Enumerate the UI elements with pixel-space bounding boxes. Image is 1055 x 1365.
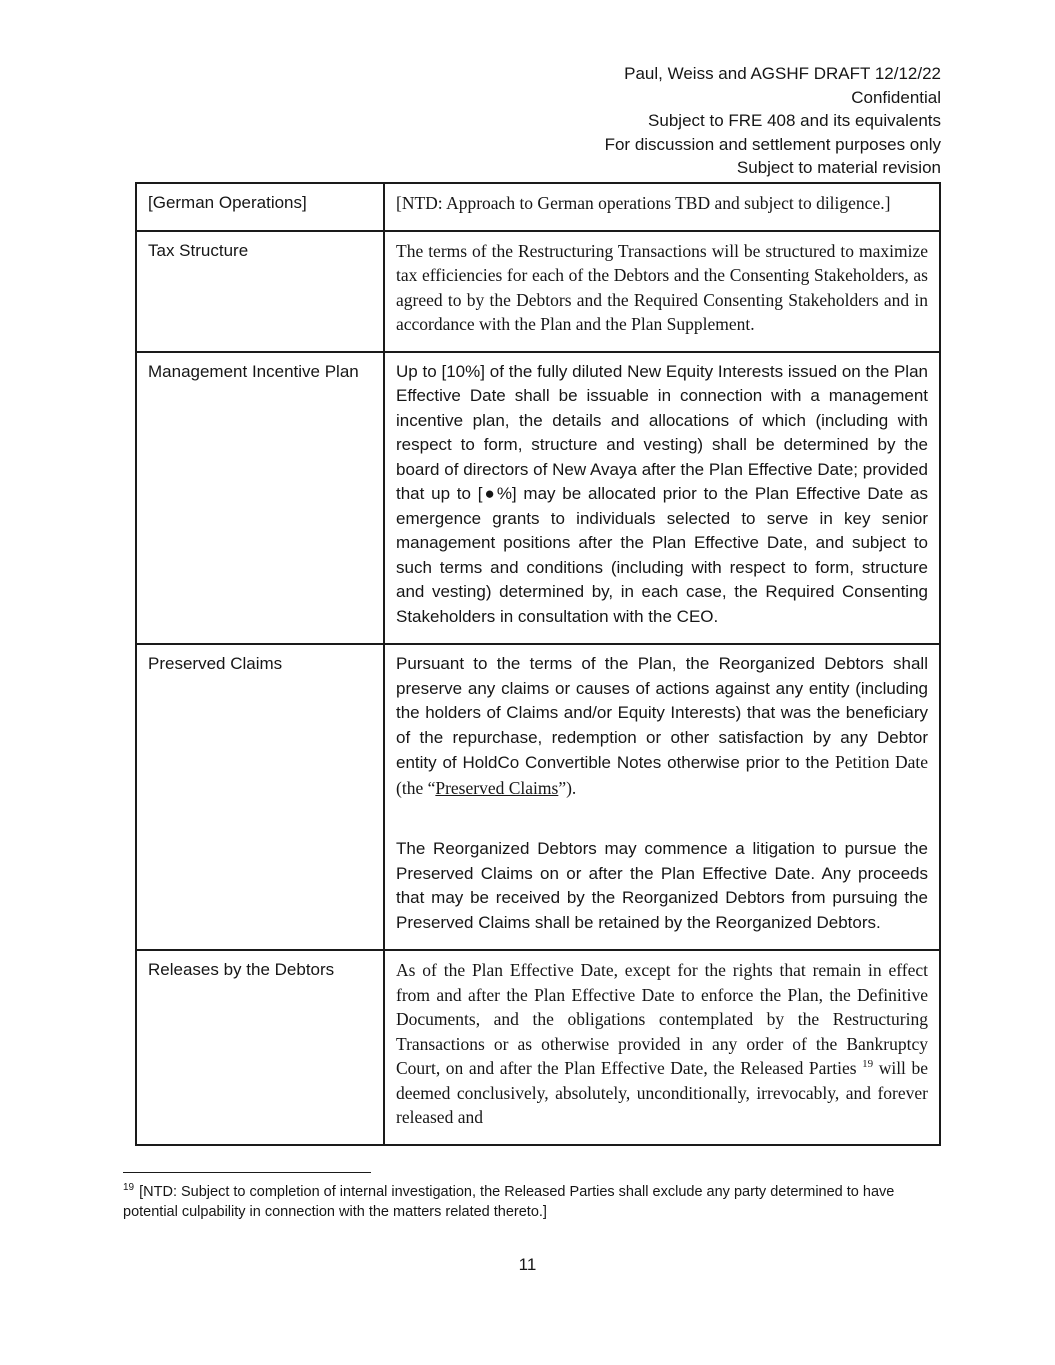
footnote-19-marker: 19 bbox=[123, 1182, 135, 1194]
page-number: 11 bbox=[518, 1255, 537, 1274]
table-row-tax-structure bbox=[136, 231, 940, 352]
footnote-separator-rule bbox=[123, 1172, 371, 1173]
preserved-claims-close-text: ”). bbox=[558, 777, 577, 798]
term-sheet-table bbox=[135, 182, 941, 1146]
preserved-claims-text: Pursuant to the terms of the Plan, the Reorganized Debtors shall preserve any claims or causes of actions against any entity (including the holders of Claims and/or Equity Interests) that was the beneficiary of the repurchase, redemption or other satisfaction by any Debtor entity of HoldCo Convertible Notes otherwise prior to the bbox=[396, 654, 928, 772]
row-body-preserved-claims bbox=[384, 644, 940, 950]
row-body-releases-by-debtors bbox=[384, 950, 940, 1145]
preserved-claims-paragraph-1 bbox=[396, 652, 928, 801]
preserved-claims-defined-term: Preserved Claims bbox=[435, 777, 559, 798]
table-row-german-operations bbox=[136, 183, 940, 231]
document-header bbox=[605, 62, 941, 180]
table-row-releases-by-debtors bbox=[136, 950, 940, 1145]
row-body-german-operations: [NTD: Approach to German operations TBD and subject to diligence.] bbox=[384, 183, 940, 231]
footnote-19 bbox=[123, 1182, 941, 1222]
row-label-tax-structure: Tax Structure bbox=[136, 231, 384, 352]
row-body-tax-structure: The terms of the Restructuring Transactions will be structured to maximize tax efficiencies for each of the Debtors and the Consenting Stakeholders, as agreed to by the Debtors and the Required Consenting Stakeholders and in accordance with the Plan and the Plan Supplement. bbox=[384, 231, 940, 352]
row-label-releases-by-debtors: Releases by the Debtors bbox=[136, 950, 384, 1145]
petition-date-text: Petition Date (the “ bbox=[396, 752, 929, 798]
row-label-management-incentive-plan: Management Incentive Plan bbox=[136, 352, 384, 645]
footnote-19-text: [NTD: Subject to completion of internal investigation, the Released Parties shall exclude any party determined to have potential culpability in connection with the matters related thereto.] bbox=[123, 1184, 895, 1220]
header-line-revision: Subject to material revision bbox=[736, 158, 941, 177]
header-line-draft: Paul, Weiss and AGSHF DRAFT 12/12/22 bbox=[624, 64, 941, 83]
row-label-german-operations: [German Operations] bbox=[136, 183, 384, 231]
preserved-claims-paragraph-2: The Reorganized Debtors may commence a litigation to pursue the Preserved Claims on or after the Plan Effective Date. Any proceeds that may be received by the Reorganized Debtors from pursuing the Preserved Claims shall be retained by the Reorganized Debtors. bbox=[396, 839, 928, 932]
table-row-preserved-claims bbox=[136, 644, 940, 950]
row-body-management-incentive-plan: Up to [10%] of the fully diluted New Equity Interests issued on the Plan Effective Date shall be issuable in connection with a management incentive plan, the details and allocations of which (including with respect to form, structure and vesting) shall be determined by the board of directors of New Avaya after the Plan Effective Date; provided that up to [●%] may be allocated prior to the Plan Effective Date as emergence grants to individuals selected to serve in key senior management positions after the Plan Effective Date, and subject to such terms and conditions (including with respect to form, structure and vesting) determined by, in each case, the Required Consenting Stakeholders in consultation with the CEO. bbox=[384, 352, 940, 645]
header-line-settlement: For discussion and settlement purposes only bbox=[604, 134, 941, 154]
releases-text-before: As of the Plan Effective Date, except for the rights that remain in effect from and after the Plan Effective Date to enforce the Plan, the Definitive Documents, and the obligations contemplated by the Restructuring Transactions or as otherwise provided in any order of the Bankruptcy Court, on and after the Plan Effective Date, the Released Parties bbox=[396, 960, 928, 1078]
header-line-fre408: Subject to FRE 408 and its equivalents bbox=[648, 111, 941, 130]
footnote-reference-19: 19 bbox=[862, 1058, 874, 1071]
releases-text-after: will be deemed conclusively, absolutely, unconditionally, irrevocably, and forever released and bbox=[396, 1058, 928, 1127]
header-line-confidential: Confidential bbox=[851, 87, 941, 107]
table-row-management-incentive-plan bbox=[136, 352, 940, 645]
row-label-preserved-claims: Preserved Claims bbox=[136, 644, 384, 950]
